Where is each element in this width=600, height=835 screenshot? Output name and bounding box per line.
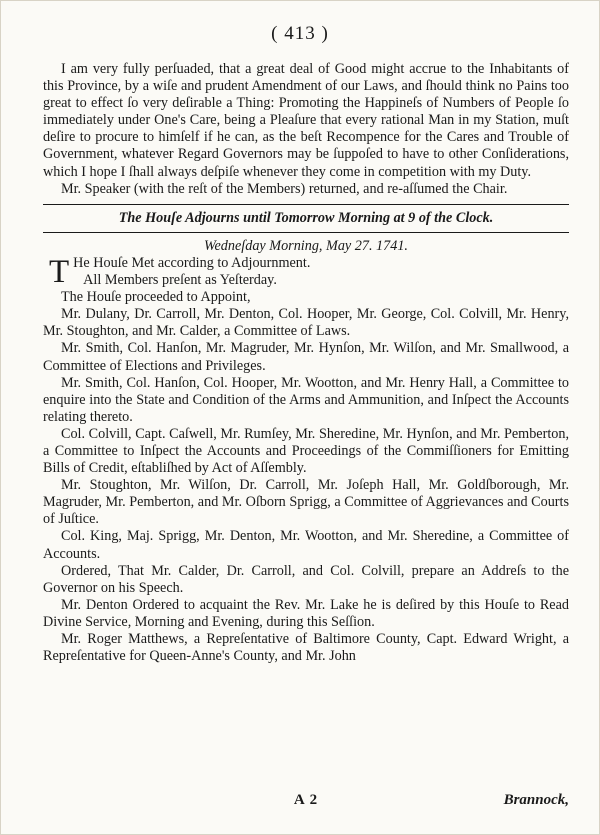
house-met-line <box>49 255 569 289</box>
house-met-text: He Houſe Met according to Adjournment. <box>73 254 311 271</box>
paragraph-committee-elections: Mr. Smith, Col. Hanſon, Mr. Magruder, Mr. Hynſon, Mr. Wilſon, and Mr. Smallwood, a Committee of Elections and Privileges. <box>43 340 569 374</box>
paragraph-speaker-returned: Mr. Speaker (with the reſt of the Members) returned, and re-aſſumed the Chair. <box>61 180 508 197</box>
members-present-text: All Members preſent as Yeſterday. <box>83 272 277 289</box>
divider-bottom <box>43 232 569 233</box>
paragraph-committee-bills: Col. Colvill, Capt. Caſwell, Mr. Rumſey, Mr. Sheredine, Mr. Hynſon, and Mr. Pemberton, a Committee to Inſpect the Accounts and Proceedings of the Commiſſioners for Emitting Bills of Credit, eſtabliſhed by Act of Aſſembly. <box>43 425 569 477</box>
catchword: Brannock, <box>503 792 569 808</box>
paragraph-committee-grievances: Mr. Stoughton, Mr. Wilſon, Dr. Carroll, Mr. Joſeph Hall, Mr. Goldſborough, Mr. Magruder, Mr. Pemberton, and Mr. Oſborn Sprigg, a Committee of Aggrievances and Courts of Juſtice. <box>43 477 569 528</box>
drop-cap: T <box>49 253 70 290</box>
signature-mark: A 2 <box>293 792 319 808</box>
paragraph-governor-speech: I am very fully perſuaded, that a great deal of Good might accrue to the Inhabitants of this Province, by a wiſe and prudent Amendment of our Laws, and ſhould think no Pains too great to effect ſo very deſirable a Thing: Promoting the Happineſs of Numbers of People ſo immediately under One's Care, being a Pleaſure that every rational Man in my Station, muſt deſire to procure to himſelf if he can, as the beſt Recompence for the Cares and Trouble of Government, whatever Regard Governors may be ſuppoſed to have to other Conſiderations, which I hope I ſhall always deſpiſe whenever they come in competition with my Duty. <box>43 61 569 180</box>
paragraph-committee-accounts: Col. King, Maj. Sprigg, Mr. Denton, Mr. Wootton, and Mr. Sheredine, a Committee of Accounts. <box>43 528 569 562</box>
paragraph-divine-service: Mr. Denton Ordered to acquaint the Rev. Mr. Lake he is deſired by this Houſe to Read Divine Service, Morning and Evening, during this Seſſion. <box>43 596 569 630</box>
body-text <box>43 61 569 665</box>
paragraph-representatives: Mr. Roger Matthews, a Repreſentative of Baltimore County, Capt. Edward Wright, a Repreſentative for Queen-Anne's County, and Mr. John <box>43 631 569 665</box>
page-number: ( 413 ) <box>271 23 329 44</box>
divider-top <box>43 204 569 205</box>
paragraph-committee-laws: Mr. Dulany, Dr. Carroll, Mr. Denton, Col. Hooper, Mr. George, Col. Colvill, Mr. Henry, Mr. Stoughton, and Mr. Calder, a Committee of Laws. <box>43 306 569 340</box>
paragraph-committee-arms: Mr. Smith, Col. Hanſon, Col. Hooper, Mr. Wootton, and Mr. Henry Hall, a Committee to enquire into the State and Condition of the Arms and Ammunition, and Inſpect the Accounts relating thereto. <box>43 374 569 425</box>
date-heading: Wedneſday Morning, May 27. 1741. <box>204 237 408 254</box>
paragraph-proceeded: The Houſe proceeded to Appoint, <box>61 289 251 306</box>
paragraph-ordered-address: Ordered, That Mr. Calder, Dr. Carroll, and Col. Colvill, prepare an Addreſs to the Governor on his Speech. <box>43 562 569 596</box>
adjournment-notice: The Houſe Adjourns until Tomorrow Morning at 9 of the Clock. <box>118 209 494 226</box>
